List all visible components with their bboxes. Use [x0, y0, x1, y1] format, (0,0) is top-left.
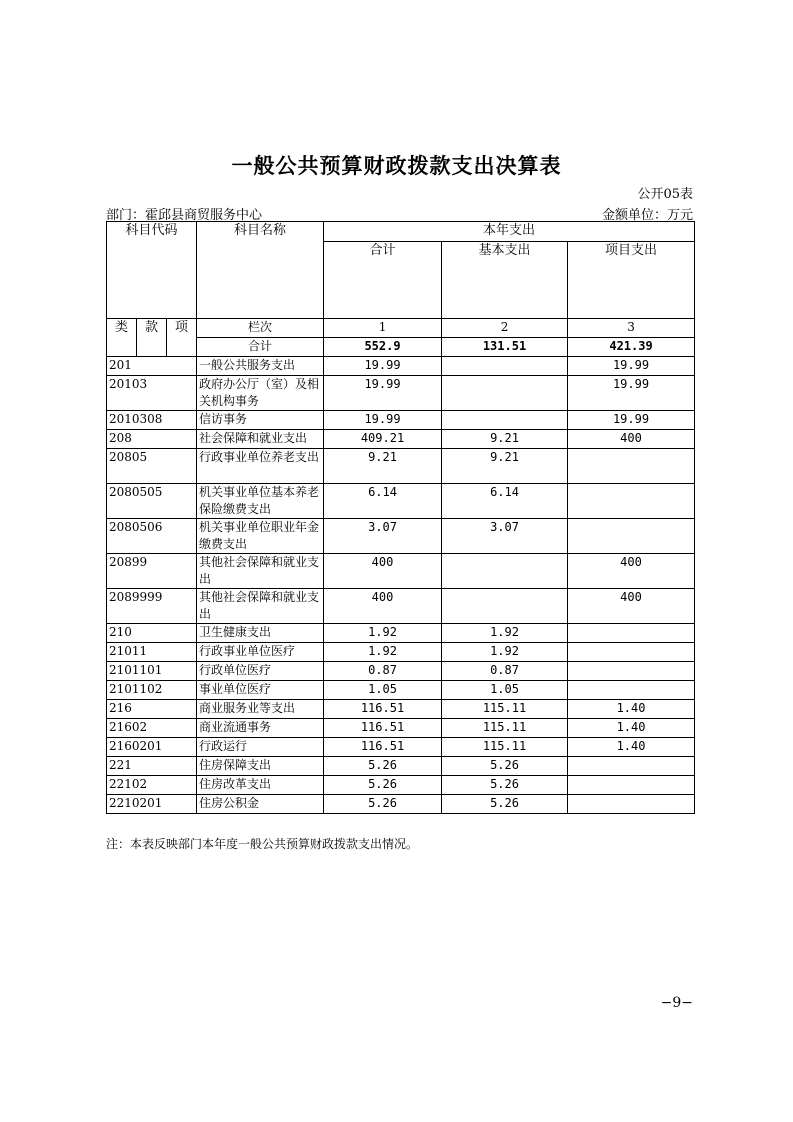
row-project: 400 — [568, 589, 695, 624]
table-row — [107, 484, 695, 519]
row-total: 5.26 — [324, 795, 442, 814]
row-name: 其他社会保障和就业支出 — [197, 554, 324, 589]
row-basic: 5.26 — [442, 776, 568, 795]
row-total: 116.51 — [324, 719, 442, 738]
table-row — [107, 430, 695, 449]
row-total: 1.92 — [324, 624, 442, 643]
row-total: 5.26 — [324, 757, 442, 776]
row-project: 400 — [568, 554, 695, 589]
row-total: 3.07 — [324, 519, 442, 554]
row-basic: 3.07 — [442, 519, 568, 554]
column-index-2: 2 — [442, 319, 568, 338]
row-name: 其他社会保障和就业支出 — [197, 589, 324, 624]
row-name: 行政事业单位养老支出 — [197, 449, 324, 484]
row-total: 19.99 — [324, 357, 442, 376]
row-total: 409.21 — [324, 430, 442, 449]
table-row — [107, 411, 695, 430]
row-total: 19.99 — [324, 411, 442, 430]
row-code: 2010308 — [107, 411, 197, 430]
totals-total: 552.9 — [324, 338, 442, 357]
table-row — [107, 376, 695, 411]
table-row — [107, 719, 695, 738]
row-project — [568, 484, 695, 519]
row-code: 20899 — [107, 554, 197, 589]
row-project — [568, 662, 695, 681]
row-name: 信访事务 — [197, 411, 324, 430]
row-total: 400 — [324, 589, 442, 624]
row-basic: 1.92 — [442, 643, 568, 662]
row-total: 116.51 — [324, 700, 442, 719]
row-project: 1.40 — [568, 738, 695, 757]
form-number: 公开05表 — [637, 187, 693, 202]
row-basic: 6.14 — [442, 484, 568, 519]
table-row — [107, 357, 695, 376]
row-name: 商业服务业等支出 — [197, 700, 324, 719]
row-basic: 115.11 — [442, 700, 568, 719]
row-project — [568, 681, 695, 700]
table-row — [107, 681, 695, 700]
unit-label: 金额单位：万元 — [601, 208, 693, 223]
row-basic: 5.26 — [442, 757, 568, 776]
row-basic: 5.26 — [442, 795, 568, 814]
row-name: 商业流通事务 — [197, 719, 324, 738]
header-xiang: 项 — [167, 319, 197, 357]
header-basic: 基本支出 — [442, 242, 568, 319]
expenditure-table — [106, 221, 695, 814]
totals-project: 421.39 — [568, 338, 695, 357]
row-code: 2089999 — [107, 589, 197, 624]
row-code: 221 — [107, 757, 197, 776]
row-basic: 115.11 — [442, 738, 568, 757]
header-lei: 类 — [107, 319, 137, 357]
row-name: 行政事业单位医疗 — [197, 643, 324, 662]
totals-label: 合计 — [197, 338, 324, 357]
row-basic — [442, 589, 568, 624]
header-name: 科目名称 — [197, 222, 324, 319]
row-basic — [442, 357, 568, 376]
table-row — [107, 449, 695, 484]
row-code: 210 — [107, 624, 197, 643]
row-total: 19.99 — [324, 376, 442, 411]
table-row — [107, 519, 695, 554]
row-basic: 0.87 — [442, 662, 568, 681]
table-row — [107, 589, 695, 624]
table-row — [107, 795, 695, 814]
header-code: 科目代码 — [107, 222, 197, 319]
totals-basic: 131.51 — [442, 338, 568, 357]
row-project: 400 — [568, 430, 695, 449]
row-basic — [442, 554, 568, 589]
row-name: 一般公共服务支出 — [197, 357, 324, 376]
row-basic: 9.21 — [442, 430, 568, 449]
row-total: 5.26 — [324, 776, 442, 795]
row-name: 事业单位医疗 — [197, 681, 324, 700]
table-row — [107, 776, 695, 795]
header-kuan: 款 — [137, 319, 167, 357]
row-name: 机关事业单位职业年金缴费支出 — [197, 519, 324, 554]
row-name: 行政运行 — [197, 738, 324, 757]
table-row — [107, 662, 695, 681]
row-name: 住房改革支出 — [197, 776, 324, 795]
row-project: 19.99 — [568, 357, 695, 376]
table-row — [107, 554, 695, 589]
header-project: 项目支出 — [568, 242, 695, 319]
row-code: 2210201 — [107, 795, 197, 814]
row-name: 社会保障和就业支出 — [197, 430, 324, 449]
row-basic — [442, 411, 568, 430]
table-row — [107, 624, 695, 643]
row-name: 住房公积金 — [197, 795, 324, 814]
row-project — [568, 624, 695, 643]
table-row — [107, 757, 695, 776]
row-basic: 9.21 — [442, 449, 568, 484]
page-title: 一般公共预算财政拨款支出决算表 — [231, 153, 562, 178]
row-code: 216 — [107, 700, 197, 719]
row-code: 22102 — [107, 776, 197, 795]
row-total: 1.05 — [324, 681, 442, 700]
row-code: 20805 — [107, 449, 197, 484]
row-project: 1.40 — [568, 700, 695, 719]
row-name: 行政单位医疗 — [197, 662, 324, 681]
row-total: 116.51 — [324, 738, 442, 757]
row-code: 2160201 — [107, 738, 197, 757]
row-name: 住房保障支出 — [197, 757, 324, 776]
row-total: 400 — [324, 554, 442, 589]
header-current-year: 本年支出 — [324, 222, 695, 242]
row-basic: 1.92 — [442, 624, 568, 643]
row-total: 6.14 — [324, 484, 442, 519]
row-name: 机关事业单位基本养老保险缴费支出 — [197, 484, 324, 519]
table-row — [107, 738, 695, 757]
page-number: −9− — [660, 995, 693, 1011]
row-basic: 115.11 — [442, 719, 568, 738]
row-name: 政府办公厅（室）及相关机构事务 — [197, 376, 324, 411]
row-project: 19.99 — [568, 411, 695, 430]
row-project — [568, 795, 695, 814]
row-total: 0.87 — [324, 662, 442, 681]
row-code: 201 — [107, 357, 197, 376]
row-project — [568, 643, 695, 662]
row-basic: 1.05 — [442, 681, 568, 700]
row-code: 20103 — [107, 376, 197, 411]
row-code: 2080506 — [107, 519, 197, 554]
row-basic — [442, 376, 568, 411]
column-index-3: 3 — [568, 319, 695, 338]
row-total: 1.92 — [324, 643, 442, 662]
table-row — [107, 643, 695, 662]
row-project — [568, 776, 695, 795]
row-project — [568, 757, 695, 776]
row-code: 21602 — [107, 719, 197, 738]
row-code: 21011 — [107, 643, 197, 662]
footnote: 注：本表反映部门本年度一般公共预算财政拨款支出情况。 — [106, 837, 419, 851]
row-project: 19.99 — [568, 376, 695, 411]
row-project — [568, 519, 695, 554]
header-column-index: 栏次 — [197, 319, 324, 338]
row-total: 9.21 — [324, 449, 442, 484]
column-index-1: 1 — [324, 319, 442, 338]
department-label: 部门：霍邱县商贸服务中心 — [106, 208, 263, 223]
row-code: 2080505 — [107, 484, 197, 519]
row-code: 208 — [107, 430, 197, 449]
table-row — [107, 700, 695, 719]
row-project: 1.40 — [568, 719, 695, 738]
header-total: 合计 — [324, 242, 442, 319]
row-project — [568, 449, 695, 484]
row-name: 卫生健康支出 — [197, 624, 324, 643]
row-code: 2101102 — [107, 681, 197, 700]
row-code: 2101101 — [107, 662, 197, 681]
